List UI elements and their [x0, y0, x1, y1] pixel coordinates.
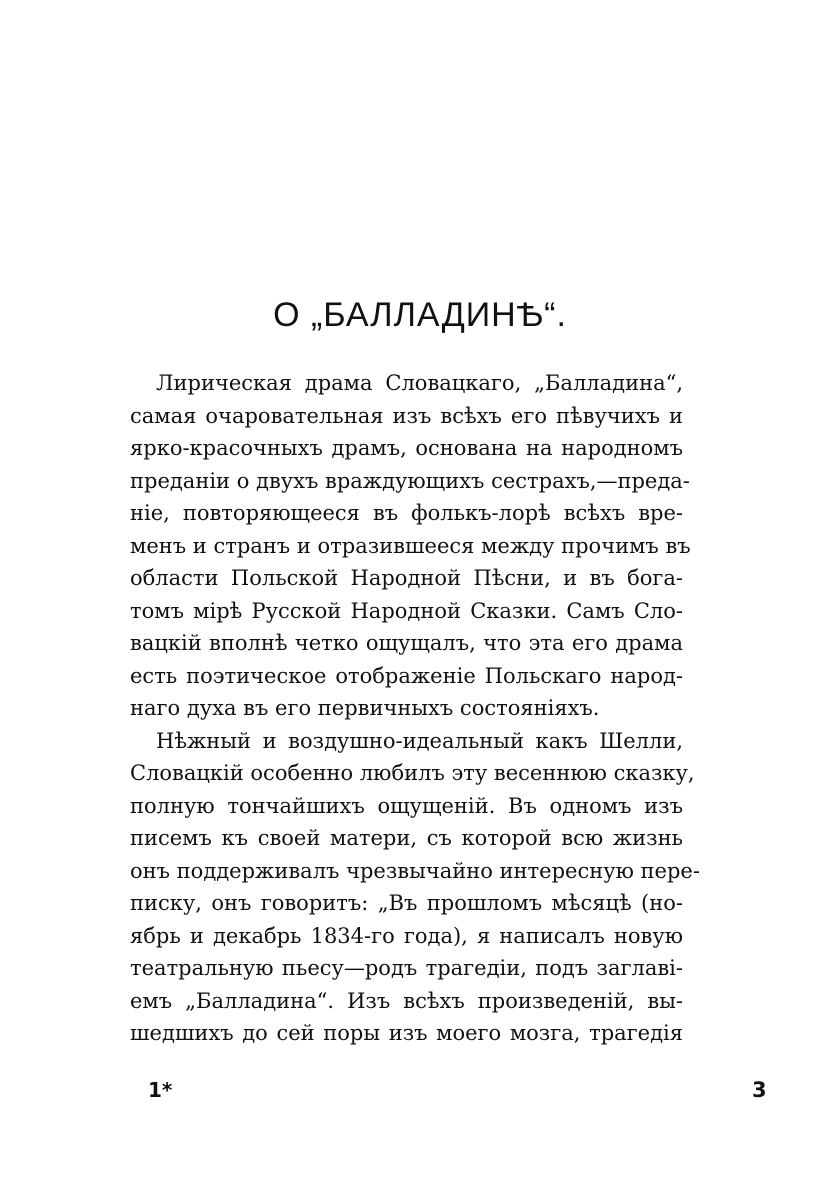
- text-line: преданіи о двухъ враждующихъ сестрахъ,—преда-: [130, 468, 690, 493]
- text-line: онъ поддерживалъ чрезвычайно интересную пере-: [130, 858, 700, 883]
- text-line: шедшихъ до сей поры изъ моего мозга, трагедія: [130, 1021, 683, 1045]
- text-line: вацкій вполнѣ четко ощущалъ, что эта его драма: [130, 631, 683, 655]
- page-number: 3: [752, 1078, 767, 1102]
- text-line: писемъ къ своей матери, съ которой всю жизнь: [130, 826, 683, 850]
- signature-mark: 1*: [148, 1078, 173, 1102]
- text-line: менъ и странъ и отразившееся между прочимъ въ: [130, 533, 691, 558]
- text-line: самая очаровательная изъ всѣхъ его пѣвучихъ и: [130, 403, 683, 428]
- text-line: театральную пьесу—родъ трагедіи, подъ заглаві-: [130, 956, 683, 980]
- text-line: области Польской Народной Пѣсни, и въ бога-: [130, 566, 683, 590]
- text-line: емъ „Балладина“. Изъ всѣхъ произведеній, вы-: [130, 988, 683, 1013]
- text-line: Нѣжный и воздушно-идеальный какъ Шелли,: [156, 728, 683, 753]
- body-text: [130, 367, 700, 1050]
- text-line: писку, онъ говоритъ: „Въ прошломъ мѣсяцѣ (но-: [130, 891, 683, 915]
- text-line: ярко-красочныхъ драмъ, основана на народномъ: [130, 436, 683, 460]
- chapter-title: О „БАЛЛАДИНѢ“.: [273, 296, 567, 334]
- text-line: наго духа въ его первичныхъ состояніяхъ.: [130, 696, 600, 720]
- text-line: ябрь и декабрь 1834-го года), я написалъ новую: [130, 923, 683, 948]
- text-line: томъ мірѣ Русской Народной Сказки. Самъ Сло-: [130, 598, 683, 623]
- text-line: Лирическая драма Словацкаго, „Балладина“,: [156, 371, 683, 395]
- text-line: Словацкій особенно любилъ эту весеннюю сказку,: [130, 761, 695, 785]
- text-line: ніе, повторяющееся въ фолькъ-лорѣ всѣхъ вре-: [130, 501, 683, 525]
- paragraph-2: [130, 725, 700, 1050]
- text-line: есть поэтическое отображеніе Польскаго народ-: [130, 663, 683, 688]
- paragraph-1: [130, 367, 691, 725]
- text-line: полную тончайшихъ ощущеній. Въ одномъ изъ: [130, 793, 683, 818]
